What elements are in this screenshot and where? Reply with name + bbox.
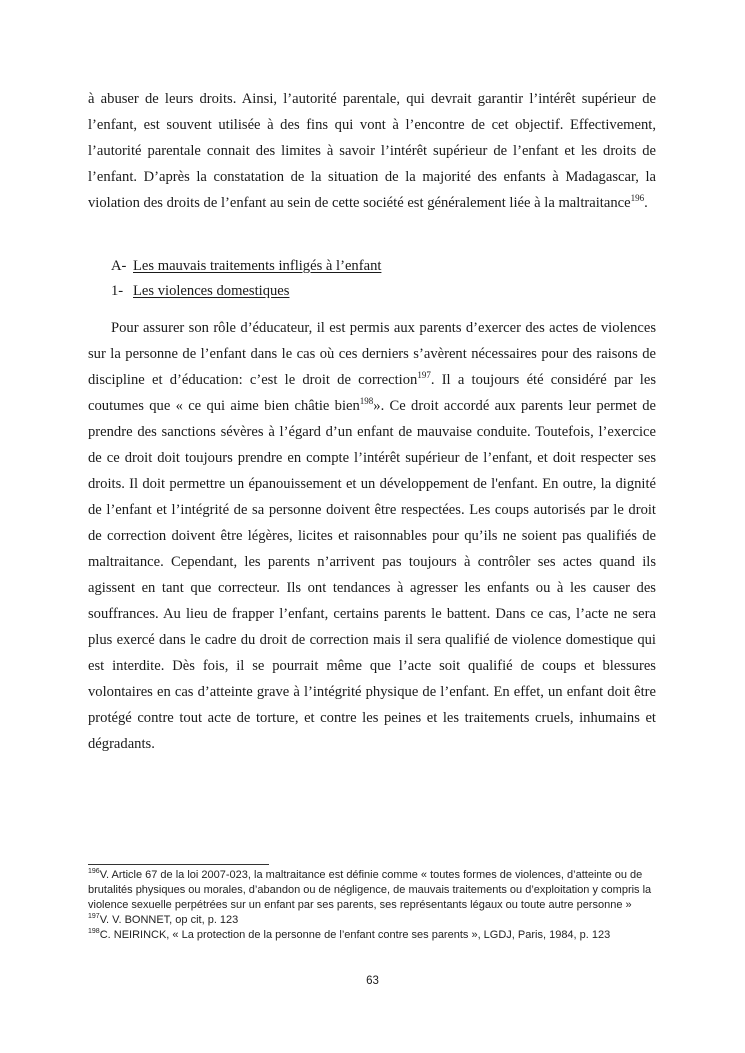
page-number: 63 [366, 975, 379, 987]
section-heading-1 [111, 281, 289, 301]
intro-paragraph [88, 86, 656, 216]
footnote-text: V. Article 67 de la loi 2007-023, la maltraitance est définie comme « toutes formes de violences, d’atteinte ou de brutalités physiques ou morales, d’abandon ou de négligence, de mauvais traitements ou d’exploitation y compris la violence sexuelle perpétrées sur un enfant par ses parents, ses représentants légaux ou toute autre personne » [88, 869, 652, 911]
footnote-198 [88, 928, 658, 943]
footnote-ref-198[interactable]: 198 [359, 396, 374, 406]
footnote-ref-196[interactable]: 196 [630, 193, 645, 203]
footnote-text: V. V. BONNET, op cit, p. 123 [99, 914, 239, 926]
paragraph-text-1: Pour assurer son rôle d’éducateur, il est permis aux parents d’exercer des actes de violences sur la personne de l’enfant dans le cas où ces derniers s’avèrent nécessaires pour des raisons de discipline et d’éducation: c’est le droit de correction [88, 320, 656, 388]
footnote-number: 197 [88, 913, 100, 920]
footnote-number: 198 [88, 928, 100, 935]
intro-text: à abuser de leurs droits. Ainsi, l’autorité parentale, qui devrait garantir l’intérêt supérieur de l’enfant, est souvent utilisée à des fins qui vont à l’encontre de cet objectif. Effectivement, l’autorité parentale connait des limites à savoir l’intérêt supérieur de l’enfant et les droits de l’enfant. D’après la constatation de la situation de la majorité des enfants à Madagascar, la violation des droits de l’enfant au sein de cette société est généralement liée à la maltraitance [88, 91, 656, 211]
section-heading-a [111, 256, 381, 276]
paragraph-text-2: . Il a toujours été considéré par les coutumes que « ce qui aime bien châtie bien [88, 372, 657, 414]
footnote-separator [88, 864, 269, 865]
heading-number: 1- [111, 283, 124, 299]
footnote-196 [88, 868, 658, 913]
footnote-number: 196 [88, 868, 100, 875]
footnote-197 [88, 913, 658, 928]
footnotes [88, 868, 658, 943]
heading-title: Les violences domestiques [133, 283, 290, 299]
footnote-text: C. NEIRINCK, « La protection de la personne de l’enfant contre ses parents », LGDJ, Paris, 1984, p. 123 [99, 929, 611, 941]
intro-end: . [644, 195, 648, 211]
paragraph-text-3: ». Ce droit accordé aux parents leur permet de prendre des sanctions sévères à l’égard d’un enfant de mauvaise conduite. Toutefois, l’exercice de ce droit doit toujours prendre en compte l’intérêt supérieur de l’enfant, et doit respecter ses droits. Il doit permettre un épanouissement et un développement de l'enfant. En outre, la dignité de l’enfant et l’intégrité de sa personne doivent être respectées. Les coups autorisés par le droit de correction doivent être légères, licites et raisonnables pour qu’ils ne soient pas qualifiés de maltraitance. Cependant, les parents n’arrivent pas toujours à contrôler ses actes quand ils agissent en tant que correcteur. Ils ont tendances à agresser les enfants ou à les causer des souffrances. Au lieu de frapper l’enfant, certains parents le battent. Dans ce cas, l’acte ne sera plus exercé dans le cadre du droit de correction mais il sera qualifié de violence domestique qui est interdite. Dès fois, il se pourrait même que l’acte soit qualifié de coups et blessures volontaires en cas d’atteinte grave à l’intégrité physique de l’enfant. En effet, un enfant doit être protégé contre tout acte de torture, et contre les peines et les traitements cruels, inhumains et dégradants. [88, 398, 657, 752]
heading-number: A- [111, 258, 127, 274]
footnote-ref-197[interactable]: 197 [417, 370, 431, 380]
heading-title: Les mauvais traitements infligés à l’enfant [133, 258, 382, 274]
main-paragraph [88, 315, 656, 757]
